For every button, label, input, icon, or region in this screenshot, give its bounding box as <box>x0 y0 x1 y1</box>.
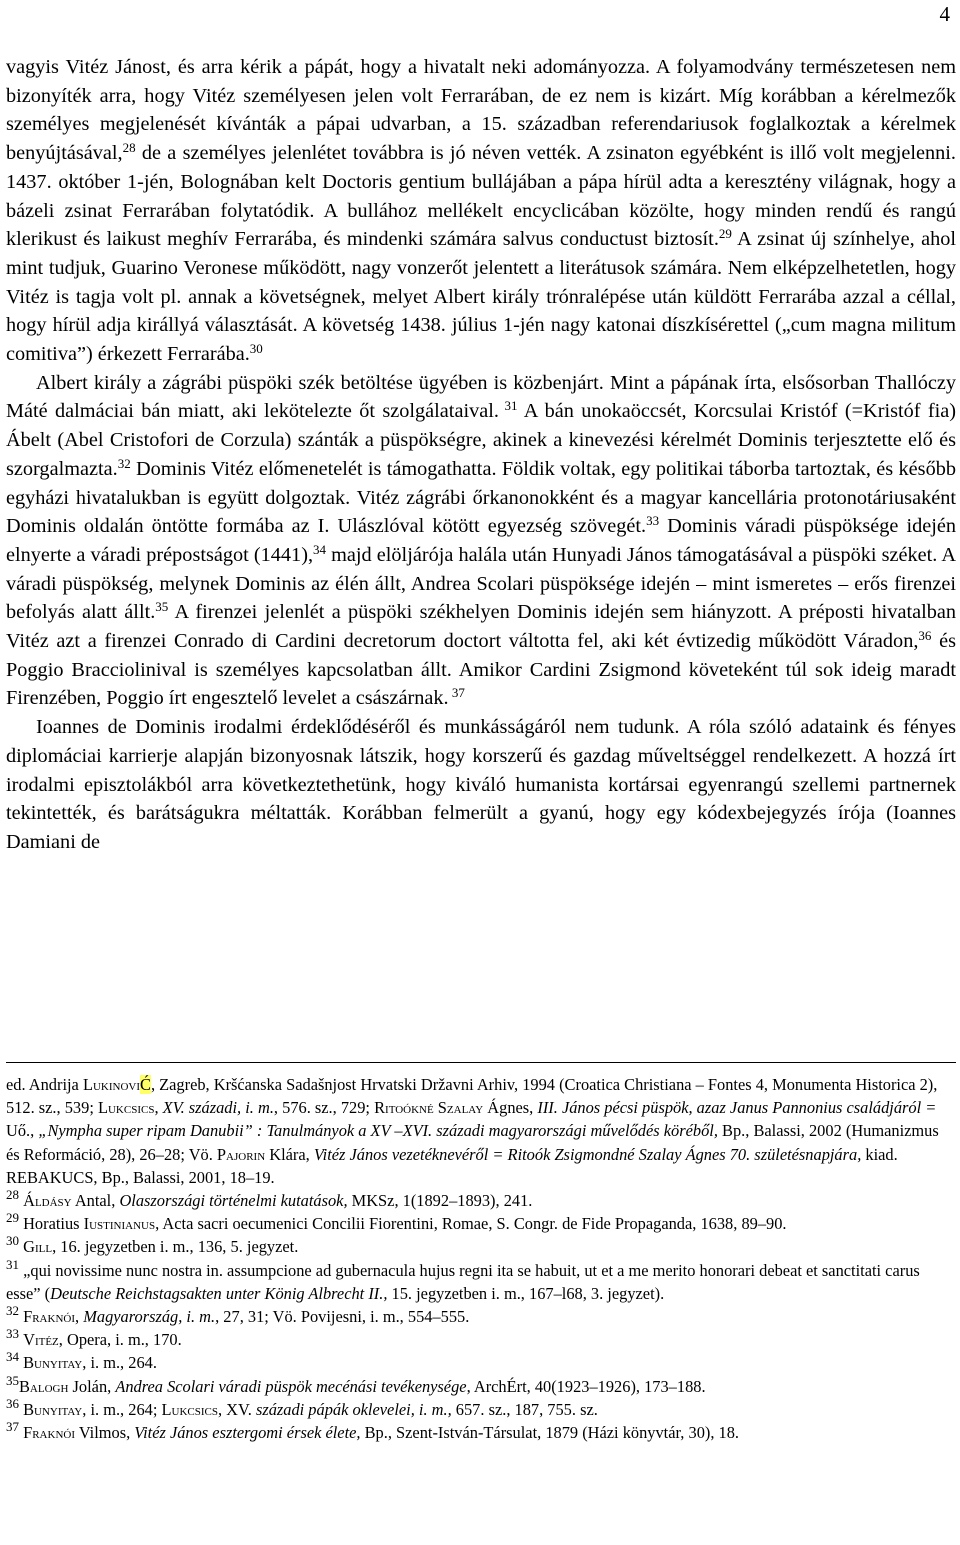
footnote-marker: 30 <box>249 341 263 357</box>
page-number: 4 <box>939 2 950 26</box>
footnote-marker: 28 <box>6 1187 19 1203</box>
text-run: Ágnes, <box>483 1098 538 1118</box>
text-run: Dominis Vitéz előmenetelét is támogathatta. Földik voltak, egy politikai táborba tartoztak, és később egyházi hivatalukban is együtt dolgoztak. Vitéz zágrábi őrkanonokként és a magyar kancellária protonotáriusaként Dominis oldalán öntötte formába az I. Ulászlóval kötött egyezség szövegét. <box>6 457 956 538</box>
footnote-marker: 32 <box>117 455 131 471</box>
footnote <box>6 1395 956 1421</box>
author-name: Fraknói <box>23 1307 76 1327</box>
text-run: vagyis Vitéz Jánost, és arra kérik a pápát, hogy a hivatalt neki adományozza. A folyamodvány természetesen nem bizonyíték arra, hogy Vitéz személyesen jelen volt Ferrarában, de ez nem is kizárt. Míg korábban a kérelmezők személyes megjelenését kívánták a pápai udvarban, a 15. században referendariusok foglalkoztak a kérelmek benyújtásával, <box>6 56 956 165</box>
footnote <box>6 1189 956 1212</box>
author-name: Fraknói <box>23 1423 76 1443</box>
author-name: Lukcsics <box>161 1399 218 1419</box>
footnote-marker: 29 <box>6 1210 19 1226</box>
footnote-marker: 36 <box>6 1395 19 1411</box>
footnotes <box>6 1073 956 1444</box>
author-name: Iustinianus <box>83 1214 156 1234</box>
text-run: Dominis váradi püspöksége idején elnyerte a váradi prépostságot (1441), <box>6 515 956 566</box>
text-run: , XV. <box>217 1399 256 1419</box>
text-run: Horatius <box>19 1214 84 1234</box>
footnote-marker: 31 <box>6 1256 19 1272</box>
text-run: , 16. jegyzetben i. m., 136, 5. jegyzet. <box>52 1237 299 1257</box>
author-name: Lukinovi <box>82 1075 140 1094</box>
text-run: , ArchÉrt, 40(1923–1926), 173–188. <box>466 1376 706 1396</box>
footnote-marker: 33 <box>646 513 660 529</box>
footnote <box>6 1235 956 1258</box>
text-run: „qui novissime nunc nostra in. assumpcione ad gubernacula hujus regni ita se habuit, ut et a me merito honorari debeat et sanctitati carus esse” ( <box>6 1260 920 1303</box>
author-name: Bunyitay <box>23 1399 83 1419</box>
footnote-marker: 34 <box>313 541 327 557</box>
italic-text: századi pápák oklevelei, i. m., <box>255 1399 452 1419</box>
footnote-marker: 37 <box>448 685 465 701</box>
text-run: , <box>75 1307 84 1327</box>
text-run: A zsinat új színhelye, ahol mint tudjuk, Guarino Veronese működött, nagy vonzerőt jelentett a literátusok számára. Nem elképzelhetetlen, hogy Vitéz is tagja volt pl. annak a követségnek, melyet Albert király trónralépése után küldött Ferrarába azzal a céllal, hogy hírül adja királlyá választását. A követség 1438. július 1-jén nagy katonai díszkísérettel („cum magna militum comitiva”) érkezett Ferrarába. <box>6 228 956 366</box>
paragraph <box>6 713 956 857</box>
text-run: , i. m., 264. <box>82 1353 157 1373</box>
text-run: Ioannes de Dominis irodalmi érdeklődéséről és munkásságáról nem tudunk. A róla szóló adataink és fényes diplomáciai karrierje alapján bizonyosnak látszik, hogy korszerű és gazdag műveltséggel rendelkezett. A hozzá írt irodalmi episztolákból arra következtethetünk, hogy kiváló humanista kortársai egyenrangú szellemi partnernek tekintették, és barátságukra méltatták. Korábban felmerült a gyanú, hogy egy kódexbejegyzés írója (Ioannes Damiani de <box>6 716 956 853</box>
paragraph <box>6 369 956 713</box>
footnote <box>6 1351 956 1374</box>
italic-text: Andrea Scolari váradi püspök mecénási tevékenysége <box>115 1376 467 1396</box>
author-name: Áldásy <box>23 1191 72 1211</box>
text-run: Jolán, <box>68 1376 116 1396</box>
italic-text: Deutsche Reichstagsakten unter König Albrecht II., <box>50 1283 388 1303</box>
italic-text: „Nympha super ripam Danubii” : Tanulmányok a XV –XVI. századi magyarországi művelődés köréből, <box>38 1121 718 1141</box>
footnote-divider <box>6 1062 956 1063</box>
text-run: A firenzei jelenlét a püspöki székhelyen Dominis idején sem hiányzott. A préposti hivatalban Vitéz azt a firenzei Conrado di Cardini decretorum doctort váltotta fel, aki két évtizedig működött Váradon, <box>6 601 957 653</box>
footnote-marker: 32 <box>6 1303 19 1319</box>
footnote <box>6 1212 956 1235</box>
footnote <box>6 1305 956 1328</box>
author-name: Ritoókné Szalay <box>374 1098 484 1118</box>
italic-text: XV. századi, i. m. <box>162 1098 274 1118</box>
highlighted-text: Ć <box>140 1075 151 1094</box>
italic-text: III. János pécsi püspök, azaz Janus Pannonius családjáról = <box>537 1098 937 1118</box>
text-run: Klára, <box>265 1144 314 1164</box>
text-run: Antal, <box>71 1191 120 1211</box>
footnote-marker: 28 <box>122 140 136 156</box>
text-run: , i. m., 264; <box>82 1399 162 1419</box>
text-run: , Acta sacri oecumenici Concilii Fiorentini, Romae, S. Congr. de Fide Propaganda, 1638, 89–90. <box>155 1214 787 1234</box>
italic-text: Magyarország, i. m. <box>83 1307 216 1327</box>
italic-text: Vitéz János vezetéknevéről = Ritoók Zsigmondné Szalay Ágnes 70. születésnapjára, <box>313 1144 862 1164</box>
footnote <box>6 1256 956 1305</box>
text-run: A bán unokaöccsét, Korcsulai Kristóf (=Kristóf fia) Ábelt (Abel Cristofori de Corzula) szánták a püspökségre, akinek a kinevezési kérelmét Dominis terjesztette elő és szorgalmazta. <box>6 400 957 480</box>
footnote-marker: 30 <box>6 1233 19 1249</box>
footnote <box>6 1328 956 1351</box>
footnote-marker: 35 <box>6 1372 19 1388</box>
footnote <box>6 1372 956 1398</box>
footnote-marker: 35 <box>155 599 169 615</box>
text-run: , 576. sz., 729; <box>273 1098 375 1118</box>
text-run: Vilmos, <box>75 1423 135 1443</box>
text-run: Bp., Szent-István-Társulat, 1879 (Házi könyvtár, 30), 18. <box>360 1423 740 1443</box>
text-run: 657. sz., 187, 755. sz. <box>451 1399 598 1419</box>
author-name: Lukcsics <box>97 1098 155 1118</box>
text-run: de a személyes jelenlétet továbbra is jó néven vették. A zsinaton egyébként is illő volt megjelenni. 1437. október 1-jén, Bolognában kelt Doctoris gentium bullájában a pápa hírül adta a keresztény világnak, hogy a bázeli zsinat Ferrarában folytatódik. A bullához mellékelt encyclicában közölte, hogy minden rendű és rangú klerikust és laikust meghív Ferrarába, és mindenki számára salvus conductust biztosít. <box>6 142 956 251</box>
author-name: Pajorin <box>216 1144 266 1164</box>
text-run: , <box>154 1098 163 1118</box>
body-text <box>6 53 956 857</box>
text-run: , Opera, i. m., 170. <box>58 1330 182 1350</box>
text-run: Bp., Balassi, 2002 (Humanizmus és Reformáció, 28), 26–28; Vö. <box>6 1121 939 1164</box>
text-run: Albert király a zágrábi püspöki szék betöltése ügyében is közbenjárt. Mint a pápának írta, elsősorban Thallóczy Máté dalmáciai bán miatt, aki lekötelezte őt szolgálataival. <box>6 371 956 423</box>
text-run: majd elöljárója halála után Hunyadi János támogatásával a püspöki széket. A váradi püspökség, melynek Dominis az élén állt, Andrea Scolari püspöksége idején – mint ismeretes – erős firenzei befolyás alatt állt. <box>6 543 956 624</box>
footnote-marker: 29 <box>718 226 732 242</box>
author-name: Balogh <box>19 1376 69 1396</box>
text-run: kiad. REBAKUCS, Bp., Balassi, 2001, 18–19. <box>6 1144 898 1187</box>
italic-text: Olaszországi történelmi kutatások, <box>119 1191 348 1211</box>
footnote <box>6 1421 956 1444</box>
paragraph <box>6 53 956 369</box>
text-run: Uő., <box>6 1121 39 1141</box>
text-run: , 27, 31; Vö. Povijesni, i. m., 554–555. <box>215 1307 470 1327</box>
text-run: , Zagreb, Kršćanska Sadašnjost Hrvatski Državni Arhiv, 1994 (Croatica Christiana – Fontes 4, Monumenta Historica 2), 512. sz., 539; <box>6 1075 938 1118</box>
footnote <box>6 1073 956 1189</box>
text-run: 15. jegyzetben i. m., 167–l68, 3. jegyzet). <box>387 1283 665 1303</box>
footnote-marker: 31 <box>498 398 518 414</box>
text-run: ed. Andrija <box>6 1075 83 1094</box>
footnote-marker: 33 <box>6 1326 19 1342</box>
footnote-marker: 36 <box>918 628 932 644</box>
italic-text: Vitéz János esztergomi érsek élete, <box>134 1423 361 1443</box>
text-run: MKSz, 1(1892–1893), 241. <box>347 1191 533 1211</box>
author-name: Vitéz <box>23 1330 59 1350</box>
text-run: és Poggio Bracciolinival is személyes kapcsolatban állt. Amikor Cardini Zsigmond követeként túl sok ideig maradt Firenzében, Poggio írt engesztelő levelet a császárnak. <box>6 630 956 710</box>
footnote-marker: 34 <box>6 1349 19 1365</box>
author-name: Bunyitay <box>23 1353 83 1373</box>
footnote-marker: 37 <box>6 1419 19 1435</box>
author-name: Gill <box>23 1237 53 1257</box>
